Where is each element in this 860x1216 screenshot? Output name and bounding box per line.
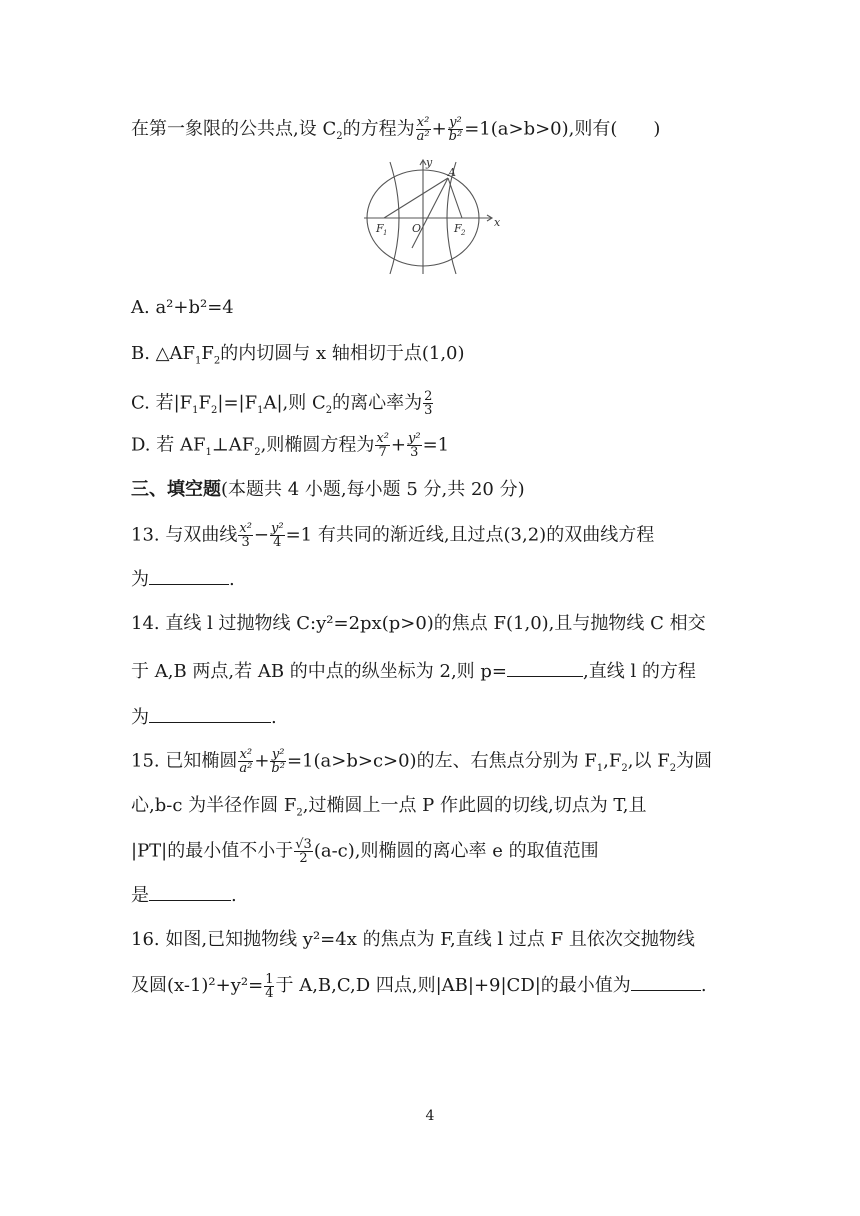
question-14-line1: 14. 直线 l 过抛物线 C:y²=2px(p>0)的焦点 F(1,0),且与抛物线 C 相交 [131, 613, 706, 634]
answer-blank[interactable] [149, 566, 229, 585]
question-13-line1: 13. 与双曲线 $\frac{\text{x²}}{3}$ − $\frac{\text{y²}}{4}$ =1 有共同的渐近线,且过点(3,2)的双曲线方程 [131, 521, 655, 550]
question-13-line2: 为 . [131, 566, 235, 592]
option-c: C. 若$|F_1F_2|=|F_1A|$,则 $C_2$的离心率为 $\frac{2}{3}$ [131, 389, 433, 418]
x-axis-label: x [494, 216, 501, 229]
option-b: B. $\triangle AF_1F_2$的内切圆与 x 轴相切于点(1,0) [131, 343, 465, 367]
option-a: A. a²+b²=4 [131, 297, 234, 318]
question-14-line3: 为 . [131, 704, 277, 730]
answer-blank[interactable] [631, 972, 701, 991]
f2-label: F [454, 222, 462, 235]
svg-text:1: 1 [383, 229, 388, 237]
question-15-line1: 15. 已知椭圆 $\frac{\text{x²}}{\text{a²}}$ + $\frac{\text{y²}}{\text{b²}}$ =1(a>b>c>0)的左、右焦点分别为 $F_1,F_2$,以 $F_2$为圆 [131, 747, 713, 776]
y-axis-label: y [426, 156, 433, 169]
f1-label: F [376, 222, 384, 235]
question-15-line4: 是 . [131, 882, 237, 908]
question-16-line2: 及圆(x-1)²+y²= $\frac{1}{4}$ 于 A,B,C,D 四点,则|AB|+9|CD|的最小值为 . [131, 971, 707, 1001]
ellipse-hyperbola-figure [362, 154, 502, 276]
answer-blank[interactable] [507, 658, 583, 677]
question-12-stem: 在第一象限的公共点,设 $C_2$的方程为 $\frac{\text{x²}}{\text{a²}}$ + $\frac{\text{y²}}{\text{b²}}$ =1(a>b>0),则有( ) [131, 115, 661, 144]
question-15-line2: 心,b-c 为半径作圆 $F_2$,过椭圆上一点 P 作此圆的切线,切点为 T,且 [131, 795, 647, 819]
svg-text:2: 2 [461, 229, 466, 237]
option-d: D. 若 $AF_1\perp AF_2$,则椭圆方程为 $\frac{\text{x²}}{7}$ + $\frac{\text{y²}}{3}$ =1 [131, 431, 450, 460]
section-3-heading: 三、填空题(本题共 4 小题,每小题 5 分,共 20 分) [131, 479, 525, 500]
question-15-line3: |PT|的最小值不小于 $\frac{√3}{2}$ (a-c),则椭圆的离心率 e 的取值范围 [131, 837, 599, 866]
question-14-line2: 于 A,B 两点,若 AB 的中点的纵坐标为 2,则 p= ,直线 l 的方程 [131, 658, 696, 684]
origin-label: O [412, 222, 422, 235]
point-a-label: A [448, 166, 456, 179]
question-16-line1: 16. 如图,已知抛物线 y²=4x 的焦点为 F,直线 l 过点 F 且依次交抛物线 [131, 929, 695, 950]
answer-blank[interactable] [149, 882, 231, 901]
answer-blank[interactable] [149, 704, 271, 723]
page-number: 4 [425, 1108, 435, 1124]
